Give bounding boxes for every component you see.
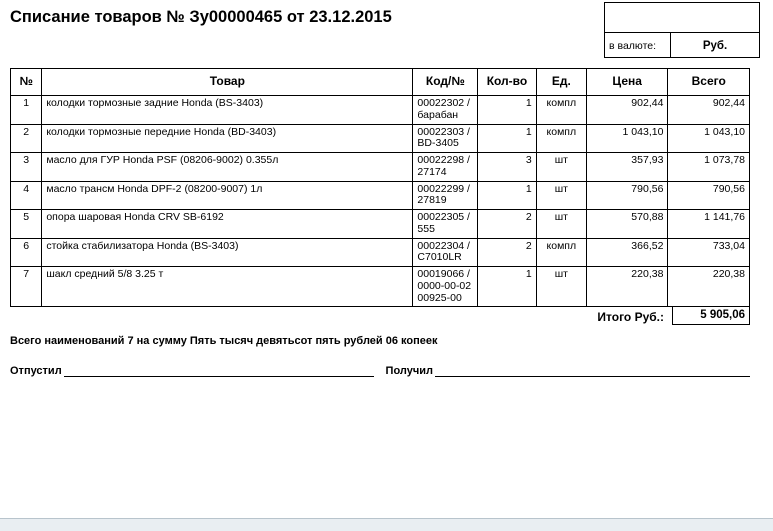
signature-received-label: Получил xyxy=(385,365,433,378)
signature-released xyxy=(10,365,374,377)
grand-total-label: Итого Руб.: xyxy=(597,310,664,325)
table-header-row xyxy=(11,69,750,96)
currency-label: в валюте: xyxy=(605,33,671,58)
column-header-total: Всего xyxy=(668,69,750,96)
summary-text: Всего наименований 7 на сумму Пять тысяч девятьсот пять рублей 06 копеек xyxy=(10,335,438,348)
cell-unit: шт xyxy=(536,267,586,307)
cell-total: 1 141,76 xyxy=(668,210,750,239)
cell-total: 1 073,78 xyxy=(668,153,750,182)
cell-qty: 1 xyxy=(478,96,537,125)
column-header-unit: Ед. xyxy=(536,69,586,96)
cell-code: 00022302 / барабан xyxy=(413,96,478,125)
column-header-name: Товар xyxy=(42,69,413,96)
cell-qty: 1 xyxy=(478,267,537,307)
cell-num: 4 xyxy=(11,181,42,210)
table-row xyxy=(11,124,750,153)
cell-code: 00022305 / 555 xyxy=(413,210,478,239)
cell-total: 220,38 xyxy=(668,267,750,307)
cell-code: 00022299 / 27819 xyxy=(413,181,478,210)
table-row xyxy=(11,267,750,307)
cell-price: 790,56 xyxy=(586,181,668,210)
column-header-code: Код/№ xyxy=(413,69,478,96)
cell-unit: шт xyxy=(536,210,586,239)
cell-qty: 2 xyxy=(478,238,537,267)
grand-total-value: 5 905,06 xyxy=(672,306,750,325)
cell-price: 366,52 xyxy=(586,238,668,267)
cell-name: опора шаровая Honda CRV SB-6192 xyxy=(42,210,413,239)
cell-qty: 1 xyxy=(478,124,537,153)
signature-area xyxy=(10,365,750,377)
table-row xyxy=(11,96,750,125)
document-header xyxy=(0,0,773,62)
signature-released-label: Отпустил xyxy=(10,365,62,378)
cell-num: 1 xyxy=(11,96,42,125)
cell-total: 1 043,10 xyxy=(668,124,750,153)
cell-qty: 1 xyxy=(478,181,537,210)
items-table xyxy=(10,68,750,307)
table-row xyxy=(11,181,750,210)
cell-price: 1 043,10 xyxy=(586,124,668,153)
cell-num: 2 xyxy=(11,124,42,153)
signature-released-line xyxy=(64,365,374,377)
currency-value: Руб. xyxy=(702,39,728,52)
cell-price: 902,44 xyxy=(586,96,668,125)
cell-num: 5 xyxy=(11,210,42,239)
cell-unit: компл xyxy=(536,124,586,153)
cell-unit: компл xyxy=(536,96,586,125)
cell-total: 733,04 xyxy=(668,238,750,267)
page-title: Списание товаров № Зу00000465 от 23.12.2015 xyxy=(10,8,392,26)
window-bottom-strip xyxy=(0,518,773,531)
cell-code: 00022304 / C7010LR xyxy=(413,238,478,267)
cell-unit: шт xyxy=(536,181,586,210)
cell-unit: шт xyxy=(536,153,586,182)
cell-total: 790,56 xyxy=(668,181,750,210)
cell-num: 7 xyxy=(11,267,42,307)
cell-name: шакл средний 5/8 3.25 т xyxy=(42,267,413,307)
cell-num: 3 xyxy=(11,153,42,182)
cell-name: масло трансм Honda DPF-2 (08200-9007) 1л xyxy=(42,181,413,210)
cell-price: 220,38 xyxy=(586,267,668,307)
cell-code: 00022298 / 27174 xyxy=(413,153,478,182)
table-row xyxy=(11,238,750,267)
cell-code: 00019066 / 0000-00-02 00925-00 xyxy=(413,267,478,307)
column-header-price: Цена xyxy=(586,69,668,96)
currency-box-top-cell xyxy=(605,3,759,33)
cell-name: масло для ГУР Honda PSF (08206-9002) 0.355л xyxy=(42,153,413,182)
table-row xyxy=(11,153,750,182)
grand-total-row xyxy=(10,306,750,325)
signature-received xyxy=(386,365,750,377)
cell-name: колодки тормозные передние Honda (BD-3403) xyxy=(42,124,413,153)
cell-code: 00022303 / BD-3405 xyxy=(413,124,478,153)
currency-box-bottom-row xyxy=(605,33,759,58)
cell-name: стойка стабилизатора Honda (BS-3403) xyxy=(42,238,413,267)
cell-num: 6 xyxy=(11,238,42,267)
cell-unit: компл xyxy=(536,238,586,267)
currency-box xyxy=(604,2,760,58)
cell-price: 357,93 xyxy=(586,153,668,182)
column-header-qty: Кол-во xyxy=(478,69,537,96)
cell-qty: 2 xyxy=(478,210,537,239)
signature-received-line xyxy=(435,365,750,377)
cell-price: 570,88 xyxy=(586,210,668,239)
cell-total: 902,44 xyxy=(668,96,750,125)
table-row xyxy=(11,210,750,239)
cell-name: колодки тормозные задние Honda (BS-3403) xyxy=(42,96,413,125)
cell-qty: 3 xyxy=(478,153,537,182)
column-header-num: № xyxy=(11,69,42,96)
